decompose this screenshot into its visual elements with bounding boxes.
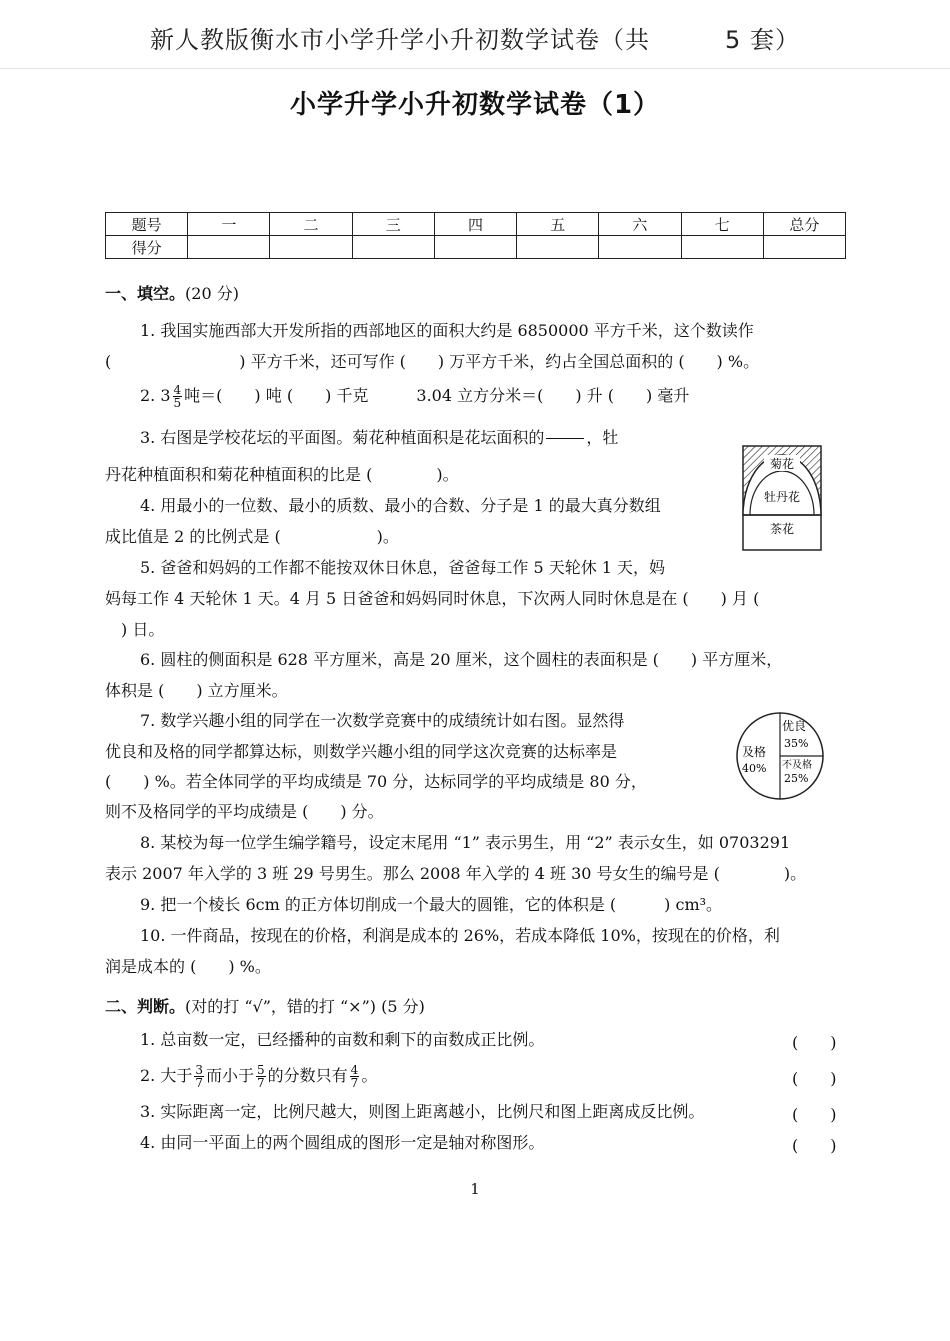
score-table [105, 212, 846, 259]
score-cell: 二 [270, 213, 352, 236]
q5-line3: ) 日。 [105, 620, 165, 639]
q8-line1: 8. 某校为每一位学生编学籍号，设定末尾用 “1” 表示男生，用 “2” 表示女生，如 0703291 [140, 833, 791, 852]
q3-text: 3. 右图是学校花坛的平面图。菊花种植面积是花坛面积的 [140, 428, 545, 447]
judge-q1-answer[interactable]: ( ) [792, 1033, 837, 1052]
score-cell: 总分 [763, 213, 845, 236]
judge-q2-part-c: 的分数只有 [267, 1066, 348, 1085]
judge-q2-frac1-num: 3 [195, 1063, 203, 1077]
judge-q2-frac3-den: 7 [350, 1076, 359, 1090]
q2-frac-numerator: 4 [173, 383, 182, 397]
score-cell: 五 [517, 213, 599, 236]
score-table-header-row [106, 213, 846, 236]
q3-blank-fraction[interactable] [546, 428, 584, 449]
judge-q4: 4. 由同一平面上的两个圆组成的图形一定是轴对称图形。 [140, 1133, 545, 1152]
pie-figure [734, 710, 826, 802]
q9-line: 9. 把一个棱长 6cm 的正方体切削成一个最大的圆锥，它的体积是 ( ) cm³。 [140, 895, 723, 914]
pie-value-pass: 40% [742, 762, 767, 775]
header-title: 新人教版衡水市小学升学小升初数学试卷（共 5 套） [150, 26, 800, 54]
score-cell: 题号 [106, 213, 188, 236]
q10-line1: 10. 一件商品，按现在的价格，利润是成本的 26%，若成本降低 10%，按现在的价格，利 [140, 926, 780, 945]
pie-label-pass: 及格 [742, 745, 767, 759]
score-cell: 一 [188, 213, 270, 236]
q5-line2: 妈每工作 4 天轮休 1 天。4 月 5 日爸爸和妈妈同时休息，下次两人同时休息是在 ( ) 月 ( [105, 589, 760, 608]
judge-q2-frac1-den: 7 [195, 1076, 203, 1090]
judge-q2-frac3 [350, 1064, 360, 1089]
q7-line4: 则不及格同学的平均成绩是 ( ) 分。 [105, 802, 384, 821]
judge-q2-frac2-num: 5 [257, 1063, 265, 1077]
score-cell: 七 [681, 213, 763, 236]
q3-blank-numerator [546, 428, 584, 439]
score-cell: 四 [434, 213, 516, 236]
q8-line2: 表示 2007 年入学的 3 班 29 号男生。那么 2008 年入学的 4 班 30 号女生的编号是 ( )。 [105, 864, 807, 883]
judge-q2-part-d: 。 [361, 1066, 378, 1085]
q7-line2: 优良和及格的同学都算达标，则数学兴趣小组的同学这次竞赛的达标率是 [105, 742, 618, 761]
judge-q1: 1. 总亩数一定，已经播种的亩数和剩下的亩数成正比例。 [140, 1030, 545, 1049]
section2-points: (对的打 “√”，错的打 “×”) (5 分) [185, 997, 425, 1016]
q6-line2: 体积是 ( ) 立方厘米。 [105, 681, 288, 700]
garden-label-tea: 茶花 [769, 522, 795, 536]
judge-q3: 3. 实际距离一定，比例尺越大，则图上距离越小，比例尺和图上距离成反比例。 [140, 1102, 705, 1121]
q6-line1: 6. 圆柱的侧面积是 628 平方厘米，高是 20 厘米，这个圆柱的表面积是 ( ) 平方厘米， [140, 650, 783, 669]
judge-q2 [140, 1064, 377, 1089]
q3-text-end: ，牡 [586, 428, 619, 447]
score-input-cell[interactable] [599, 236, 681, 259]
pie-label-excellent: 优良 [782, 719, 807, 733]
judge-q2-frac3-num: 4 [350, 1063, 359, 1077]
q5-line1: 5. 爸爸和妈妈的工作都不能按双休日休息，爸爸每工作 5 天轮休 1 天，妈 [140, 558, 666, 577]
judge-q3-answer[interactable]: ( ) [792, 1105, 837, 1124]
judge-q2-part-b: 而小于 [206, 1066, 255, 1085]
q3-line1 [140, 428, 618, 449]
q7-line1: 7. 数学兴趣小组的同学在一次数学竞赛中的成绩统计如右图。显然得 [140, 711, 625, 730]
judge-q2-part-a: 2. 大于 [140, 1066, 193, 1085]
garden-label-chrysanthemum: 菊花 [769, 457, 795, 471]
score-input-cell[interactable] [681, 236, 763, 259]
paper-title: 小学升学小升初数学试卷（1） [289, 90, 661, 120]
q2-line [140, 384, 689, 409]
judge-q2-answer[interactable]: ( ) [792, 1069, 837, 1088]
judge-q2-frac1 [194, 1064, 204, 1089]
garden-label-peony: 牡丹花 [763, 490, 801, 504]
judge-q2-frac2 [256, 1064, 266, 1089]
q3-line2: 丹花种植面积和菊花种植面积的比是 ( )。 [105, 465, 459, 484]
score-input-cell[interactable] [270, 236, 352, 259]
section2-title: 二、判断。 [105, 997, 186, 1016]
q2-fraction [173, 384, 183, 409]
garden-figure [742, 445, 822, 551]
q2-part-b: 吨＝( ) 吨 ( ) 千克 3.04 立方分米＝( ) 升 ( ) 毫升 [184, 386, 690, 405]
score-input-cell[interactable] [434, 236, 516, 259]
q7-line3: ( ) %。若全体同学的平均成绩是 70 分，达标同学的平均成绩是 80 分， [105, 772, 647, 791]
score-input-cell[interactable] [188, 236, 270, 259]
q1-line2: ( ) 平方千米，还可写作 ( ) 万平方千米，约占全国总面积的 ( ) %。 [105, 352, 760, 371]
score-cell: 六 [599, 213, 681, 236]
score-input-cell[interactable] [517, 236, 599, 259]
score-table-score-row [106, 236, 846, 259]
page-number: 1 [470, 1180, 480, 1198]
pie-label-fail: 不及格 [782, 760, 812, 771]
q4-line1: 4. 用最小的一位数、最小的质数、最小的合数、分子是 1 的最大真分数组 [140, 496, 661, 515]
score-label-cell: 得分 [106, 236, 188, 259]
judge-q4-answer[interactable]: ( ) [792, 1136, 837, 1155]
pie-value-fail: 25% [784, 772, 809, 785]
q2-part-a: 2. 3 [140, 386, 171, 405]
page-header [0, 0, 950, 69]
q10-line2: 润是成本的 ( ) %。 [105, 957, 271, 976]
q4-line2: 成比值是 2 的比例式是 ( )。 [105, 527, 399, 546]
pie-value-excellent: 35% [784, 737, 809, 750]
q1-line1: 1. 我国实施西部大开发所指的西部地区的面积大约是 6850000 平方千米，这个数读作 [140, 321, 754, 340]
section1-heading [105, 284, 239, 304]
section2-heading [105, 997, 425, 1017]
section1-title: 一、填空。 [105, 284, 186, 303]
judge-q2-frac2-den: 7 [257, 1076, 265, 1090]
section1-points: (20 分) [185, 284, 239, 303]
score-cell: 三 [352, 213, 434, 236]
q3-blank-denominator [546, 439, 584, 449]
score-input-cell[interactable] [352, 236, 434, 259]
q2-frac-denominator: 5 [173, 396, 182, 410]
score-input-cell[interactable] [763, 236, 845, 259]
